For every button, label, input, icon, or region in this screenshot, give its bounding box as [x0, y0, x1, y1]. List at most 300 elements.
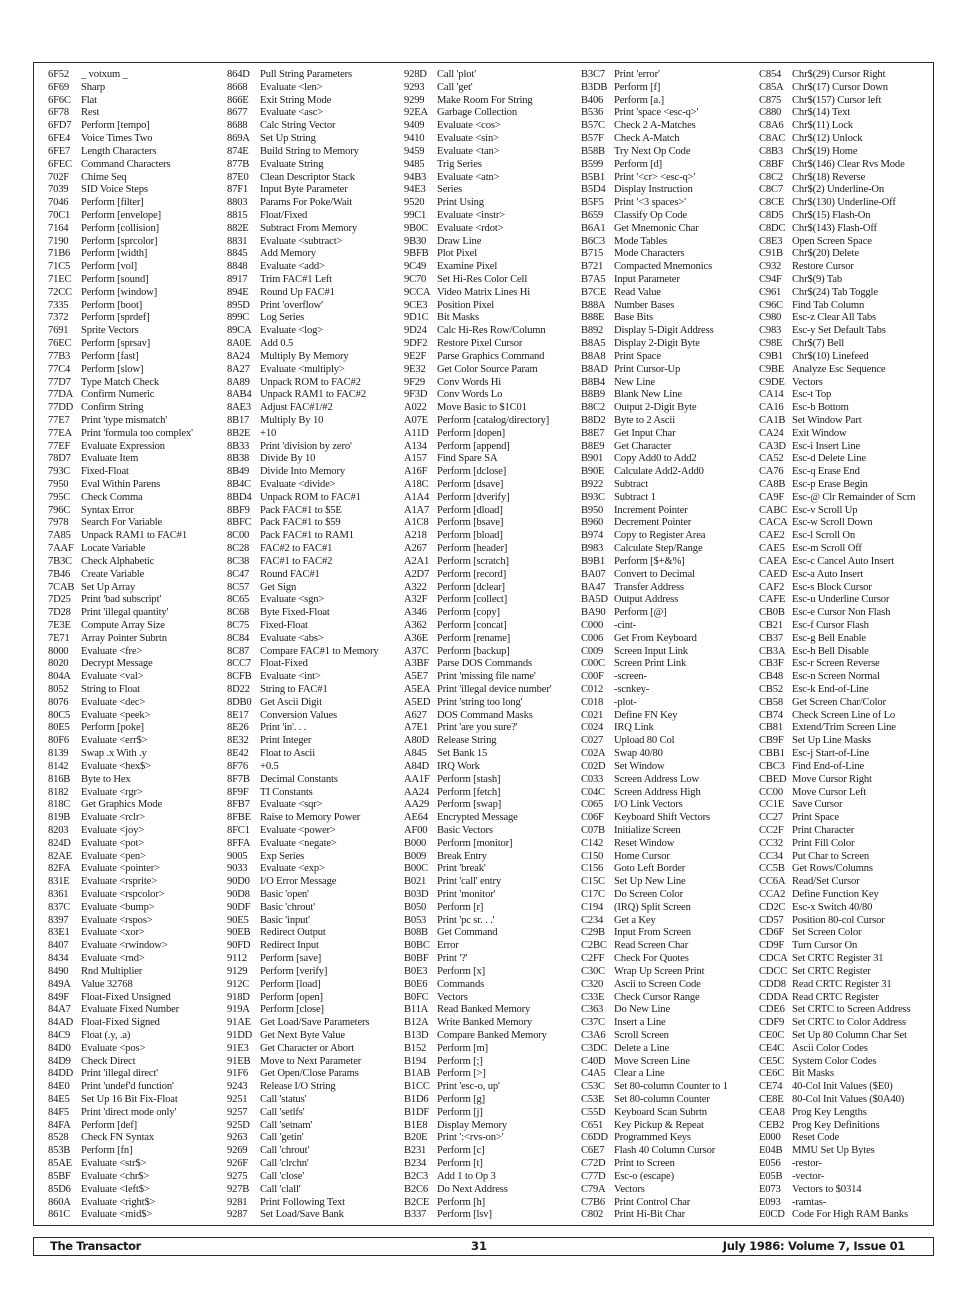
hex-address: 90DF: [227, 901, 251, 913]
routine-description: Print 'space <esc-q>': [614, 107, 699, 119]
hex-address: 795C: [48, 491, 71, 503]
hex-address: 84C9: [48, 1029, 71, 1041]
hex-address: 9D24: [404, 325, 427, 337]
hex-address: 894E: [227, 286, 249, 298]
table-row: [404, 658, 552, 671]
table-row: [759, 1030, 915, 1043]
hex-address: BA07: [581, 568, 606, 580]
hex-address: CAFE: [759, 594, 786, 606]
routine-description: Calc String Vector: [260, 120, 336, 132]
routine-description: Print 'missing file name': [437, 671, 536, 683]
hex-address: 9CCA: [404, 286, 431, 298]
table-row: [48, 722, 193, 735]
table-row: [48, 1158, 193, 1171]
table-row: [759, 1017, 915, 1030]
hex-address: C8C2: [759, 171, 783, 183]
routine-description: Swap .x With .y: [81, 748, 147, 760]
hex-address: 80E5: [48, 722, 70, 734]
routine-description: Ascii Color Codes: [792, 1042, 868, 1054]
table-row: [227, 261, 378, 274]
hex-address: CD57: [759, 914, 784, 926]
routine-description: Evaluate <bump>: [81, 901, 155, 913]
routine-description: Move Screen Line: [614, 1055, 690, 1067]
routine-description: Print Control Char: [614, 1196, 691, 1208]
table-row: [581, 748, 728, 761]
hex-address: CC00: [759, 786, 783, 798]
routine-description: Print 'break': [437, 863, 486, 875]
table-row: [404, 82, 552, 95]
table-row: [759, 402, 915, 415]
hex-address: C02D: [581, 760, 606, 772]
table-row: [759, 1171, 915, 1184]
routine-description: Locate Variable: [81, 543, 146, 555]
routine-description: Perform [catalog/directory]: [437, 414, 550, 426]
routine-description: Basic Vectors: [437, 824, 493, 836]
table-row: [759, 1120, 915, 1133]
table-row: [581, 530, 728, 543]
routine-description: Confirm String: [81, 402, 144, 414]
hex-address: B5B1: [581, 171, 605, 183]
table-row: [581, 851, 728, 864]
hex-address: 9287: [227, 1209, 248, 1221]
hex-address: 8C65: [227, 594, 250, 606]
table-row: [759, 287, 915, 300]
table-row: [759, 1107, 915, 1120]
table-row: [404, 428, 552, 441]
hex-address: CA1B: [759, 414, 786, 426]
routine-description: Bit Masks: [792, 1068, 834, 1080]
hex-address: 702F: [48, 171, 69, 183]
table-row: [227, 1094, 378, 1107]
hex-address: A022: [404, 402, 427, 414]
routine-description: Unpack ROM to FAC#1: [260, 491, 361, 503]
hex-address: C33E: [581, 991, 605, 1003]
table-row: [759, 261, 915, 274]
hex-address: 8203: [48, 824, 69, 836]
table-row: [48, 633, 193, 646]
routine-description: Define FN Key: [614, 709, 678, 721]
hex-address: 8020: [48, 658, 69, 670]
table-row: [48, 1209, 193, 1222]
table-row: [404, 543, 552, 556]
table-row: [581, 1094, 728, 1107]
table-row: [404, 236, 552, 249]
hex-address: B715: [581, 248, 604, 260]
hex-address: CDF9: [759, 1017, 785, 1029]
routine-description: Get Ascii Digit: [260, 696, 322, 708]
hex-address: CDD8: [759, 978, 786, 990]
table-row: [227, 184, 378, 197]
table-row: [227, 377, 378, 390]
table-row: [48, 505, 193, 518]
table-row: [227, 312, 378, 325]
routine-description: Add 0.5: [260, 338, 294, 350]
hex-address: 80F6: [48, 735, 69, 747]
hex-address: C065: [581, 799, 604, 811]
hex-address: A218: [404, 530, 427, 542]
hex-address: 91F6: [227, 1068, 248, 1080]
hex-address: B0E3: [404, 965, 428, 977]
routine-description: Byte Fixed-Float: [260, 607, 330, 619]
hex-address: CC1E: [759, 799, 785, 811]
hex-address: 7190: [48, 235, 69, 247]
table-row: [759, 902, 915, 915]
hex-address: B8B4: [581, 376, 605, 388]
hex-address: C854: [759, 69, 782, 80]
issue-info: July 1986: Volume 7, Issue 01: [722, 1239, 905, 1253]
hex-address: CDCC: [759, 965, 788, 977]
hex-address: CE8E: [759, 1094, 784, 1105]
table-row: [759, 530, 915, 543]
table-row: [404, 927, 552, 940]
routine-description: Evaluate <cos>: [437, 120, 501, 132]
table-row: [227, 556, 378, 569]
routine-description: Screen Input Link: [614, 645, 688, 657]
table-row: [404, 876, 552, 889]
routine-description: Parse Graphics Command: [437, 350, 545, 362]
routine-description: Input Byte Parameter: [260, 184, 348, 196]
hex-address: CE6C: [759, 1068, 785, 1080]
hex-address: 816B: [48, 773, 71, 785]
routine-description: Evaluate <str$>: [81, 1158, 147, 1170]
routine-description: Perform [lsv]: [437, 1209, 492, 1221]
hex-address: CEA8: [759, 1106, 785, 1118]
hex-address: 927B: [227, 1183, 250, 1195]
table-row: [48, 1197, 193, 1210]
table-row: [404, 517, 552, 530]
hex-address: 912C: [227, 978, 250, 990]
memory-map-column-1: [48, 69, 193, 1222]
hex-address: 804A: [48, 671, 71, 683]
table-row: [404, 569, 552, 582]
page-number: 31: [471, 1239, 488, 1253]
hex-address: 8E42: [227, 748, 249, 760]
table-row: [227, 569, 378, 582]
routine-description: -screen-: [614, 671, 647, 683]
hex-address: 8C28: [227, 543, 250, 555]
routine-description: Evaluate <add>: [260, 261, 325, 273]
table-row: [227, 825, 378, 838]
table-row: [581, 1056, 728, 1069]
hex-address: 6FEC: [48, 158, 72, 170]
routine-description: Chr$(9) Tab: [792, 274, 843, 285]
hex-address: C021: [581, 709, 604, 721]
table-row: [759, 146, 915, 159]
routine-description: Perform [bsave]: [437, 517, 504, 529]
table-row: [48, 607, 193, 620]
table-row: [759, 825, 915, 838]
table-row: [404, 979, 552, 992]
routine-description: Decrypt Message: [81, 658, 153, 670]
routine-description: Set Up 80 Column Char Set: [792, 1029, 907, 1041]
routine-description: Esc-a Auto Insert: [792, 568, 863, 580]
hex-address: 8FFA: [227, 837, 251, 849]
table-row: [404, 120, 552, 133]
table-row: [404, 851, 552, 864]
hex-address: 8FC1: [227, 824, 250, 836]
routine-description: Print 'error': [614, 69, 660, 80]
routine-description: Perform [filter]: [81, 197, 144, 209]
table-row: [48, 569, 193, 582]
routine-description: Evaluate <len>: [260, 81, 323, 93]
hex-address: B3C7: [581, 69, 605, 80]
routine-description: Pack FAC#1 to RAM1: [260, 530, 354, 542]
hex-address: 8CFB: [227, 671, 252, 683]
routine-description: Esc-r Screen Reverse: [792, 658, 880, 670]
routine-description: Add 1 to Op 3: [437, 1170, 496, 1182]
hex-address: 91EB: [227, 1055, 251, 1067]
table-row: [227, 607, 378, 620]
hex-address: 9D1C: [404, 312, 429, 324]
hex-address: 7164: [48, 222, 69, 234]
table-row: [227, 812, 378, 825]
routine-description: Float to Ascii: [260, 748, 315, 760]
table-row: [227, 338, 378, 351]
routine-description: Check A-Match: [614, 133, 680, 145]
table-row: [581, 428, 728, 441]
routine-description: Array Pointer Subrtn: [81, 632, 167, 644]
routine-description: Perform [g]: [437, 1094, 486, 1105]
hex-address: 8668: [227, 81, 248, 93]
routine-description: Evaluate <log>: [260, 325, 324, 337]
routine-description: Get a Key: [614, 914, 656, 926]
routine-description: -restor-: [792, 1158, 822, 1170]
routine-description: Esc-d Delete Line: [792, 453, 866, 465]
table-row: [227, 287, 378, 300]
table-row: [759, 248, 915, 261]
hex-address: BA47: [581, 581, 606, 593]
routine-description: SID Voice Steps: [81, 184, 148, 196]
hex-address: A37C: [404, 645, 429, 657]
hex-address: C53E: [581, 1094, 605, 1105]
routine-description: Esc-o (escape): [614, 1170, 674, 1182]
hex-address: C85A: [759, 81, 784, 93]
routine-description: 80-Col Init Values ($0A40): [792, 1094, 905, 1105]
hex-address: 8A89: [227, 376, 250, 388]
hex-address: C00F: [581, 671, 604, 683]
routine-description: Perform [sprdef]: [81, 312, 150, 324]
hex-address: E04B: [759, 1145, 783, 1157]
routine-description: Perform [vol]: [81, 261, 138, 273]
table-row: [404, 172, 552, 185]
hex-address: B234: [404, 1158, 427, 1170]
table-row: [48, 684, 193, 697]
table-row: [227, 1132, 378, 1145]
routine-description: Print Cursor-Up: [614, 363, 681, 375]
table-row: [581, 556, 728, 569]
routine-description: Esc-x Switch 40/80: [792, 901, 873, 913]
table-row: [48, 851, 193, 864]
routine-description: Get Graphics Mode: [81, 799, 163, 811]
routine-description: Fixed-Float: [81, 466, 129, 478]
routine-description: Set 80-column Counter to 1: [614, 1081, 728, 1093]
routine-description: Print 'illegal quantity': [81, 607, 169, 619]
hex-address: C932: [759, 261, 782, 273]
hex-address: 837C: [48, 901, 71, 913]
table-row: [581, 325, 728, 338]
hex-address: B892: [581, 325, 604, 337]
hex-address: B2CE: [404, 1196, 430, 1208]
hex-address: 9269: [227, 1145, 248, 1157]
table-row: [227, 953, 378, 966]
table-row: [581, 966, 728, 979]
table-row: [759, 876, 915, 889]
hex-address: 77EF: [48, 440, 71, 452]
hex-address: 8BF9: [227, 504, 250, 516]
table-row: [227, 95, 378, 108]
hex-address: 882E: [227, 222, 249, 234]
table-row: [404, 1107, 552, 1120]
hex-address: 818C: [48, 799, 71, 811]
routine-description: Try Next Op Code: [614, 145, 691, 157]
routine-description: Save Cursor: [792, 799, 843, 811]
table-row: [48, 825, 193, 838]
routine-description: Conversion Values: [260, 709, 337, 721]
routine-description: Evaluate Expression: [81, 440, 165, 452]
routine-description: Unpack RAM1 to FAC#1: [81, 530, 187, 542]
hex-address: 8E32: [227, 735, 249, 747]
hex-address: C17C: [581, 889, 605, 900]
routine-description: Perform [save]: [260, 953, 322, 965]
table-row: [759, 992, 915, 1005]
table-row: [581, 710, 728, 723]
hex-address: 87F1: [227, 184, 248, 196]
table-row: [759, 710, 915, 723]
hex-address: C194: [581, 901, 604, 913]
routine-description: Perform [dopen]: [437, 427, 506, 439]
table-row: [759, 594, 915, 607]
routine-description: Float (.y, .a): [81, 1029, 131, 1041]
table-row: [759, 82, 915, 95]
table-row: [759, 838, 915, 851]
routine-description: Esc-y Set Default Tabs: [792, 325, 886, 337]
hex-address: AA29: [404, 799, 430, 811]
routine-description: Value 32768: [81, 978, 133, 990]
table-row: [759, 774, 915, 787]
hex-address: 8B17: [227, 414, 250, 426]
table-row: [48, 658, 193, 671]
table-row: [581, 351, 728, 364]
table-row: [759, 300, 915, 313]
table-row: [581, 248, 728, 261]
hex-address: 8C00: [227, 530, 250, 542]
routine-description: Evaluate <subtract>: [260, 235, 343, 247]
table-row: [581, 1120, 728, 1133]
hex-address: 8E26: [227, 722, 249, 734]
hex-address: 90D0: [227, 876, 250, 888]
table-row: [48, 979, 193, 992]
routine-description: -plot-: [614, 696, 637, 708]
routine-description: Swap 40/80: [614, 748, 663, 760]
table-row: [48, 274, 193, 287]
table-row: [581, 505, 728, 518]
table-row: [759, 223, 915, 236]
hex-address: 8076: [48, 696, 69, 708]
routine-description: Get Mnemonic Char: [614, 222, 699, 234]
table-row: [48, 812, 193, 825]
routine-description: Esc-i Insert Line: [792, 440, 861, 452]
hex-address: 8B38: [227, 453, 250, 465]
routine-description: Delete a Line: [614, 1042, 670, 1054]
hex-address: CAED: [759, 568, 788, 580]
routine-description: Move Cursor Left: [792, 786, 867, 798]
table-row: [48, 710, 193, 723]
routine-description: Esc-t Top: [792, 389, 832, 401]
memory-map-table: [33, 62, 934, 1226]
table-row: [759, 466, 915, 479]
routine-description: Raise to Memory Power: [260, 812, 361, 824]
hex-address: 84FA: [48, 1119, 71, 1131]
routine-description: Evaluate <rnd>: [81, 953, 145, 965]
routine-description: Examine Pixel: [437, 261, 498, 273]
table-row: [227, 697, 378, 710]
table-row: [759, 684, 915, 697]
hex-address: 84D0: [48, 1042, 71, 1054]
table-row: [404, 415, 552, 428]
hex-address: 9129: [227, 965, 248, 977]
table-row: [227, 492, 378, 505]
hex-address: 9E32: [404, 363, 426, 375]
hex-address: 90FD: [227, 940, 251, 952]
table-row: [759, 1132, 915, 1145]
hex-address: C29B: [581, 927, 605, 939]
table-row: [581, 633, 728, 646]
hex-address: 8490: [48, 965, 69, 977]
hex-address: B5D4: [581, 184, 606, 196]
table-row: [404, 594, 552, 607]
table-row: [227, 197, 378, 210]
table-row: [581, 684, 728, 697]
routine-description: Byte to Hex: [81, 773, 131, 785]
table-row: [48, 1081, 193, 1094]
routine-description: Get From Keyboard: [614, 632, 697, 644]
routine-description: Call 'setnam': [260, 1119, 313, 1131]
table-row: [227, 428, 378, 441]
hex-address: B57C: [581, 120, 605, 132]
routine-description: Clean Descriptor Stack: [260, 171, 355, 183]
table-row: [227, 787, 378, 800]
hex-address: 7E71: [48, 632, 70, 644]
table-row: [581, 1184, 728, 1197]
routine-description: Video Matrix Lines Hi: [437, 286, 531, 298]
hex-address: 925D: [227, 1119, 250, 1131]
hex-address: 899C: [227, 312, 250, 324]
routine-description: Evaluate <fre>: [81, 645, 143, 657]
routine-description: String to FAC#1: [260, 684, 328, 695]
hex-address: B8A5: [581, 338, 606, 350]
hex-address: 85D6: [48, 1183, 71, 1195]
routine-description: Exp Series: [260, 850, 305, 862]
hex-address: B536: [581, 107, 604, 119]
table-row: [48, 697, 193, 710]
routine-description: Perform [dsave]: [437, 479, 504, 490]
hex-address: 90E5: [227, 914, 249, 926]
hex-address: B337: [404, 1209, 427, 1221]
routine-description: Print Character: [792, 824, 855, 836]
routine-description: Perform [sprcolor]: [81, 235, 158, 247]
hex-address: AA1F: [404, 773, 430, 785]
routine-description: Get Sign: [260, 581, 297, 593]
table-row: [759, 851, 915, 864]
routine-description: Divide By 10: [260, 453, 316, 465]
routine-description: Perform [collect]: [437, 594, 508, 606]
hex-address: B0BC: [404, 940, 430, 952]
routine-description: Evaluate <negate>: [260, 837, 337, 849]
routine-description: Perform [width]: [81, 248, 148, 260]
table-row: [227, 1107, 378, 1120]
hex-address: C802: [581, 1209, 604, 1221]
hex-address: 84AD: [48, 1017, 74, 1029]
